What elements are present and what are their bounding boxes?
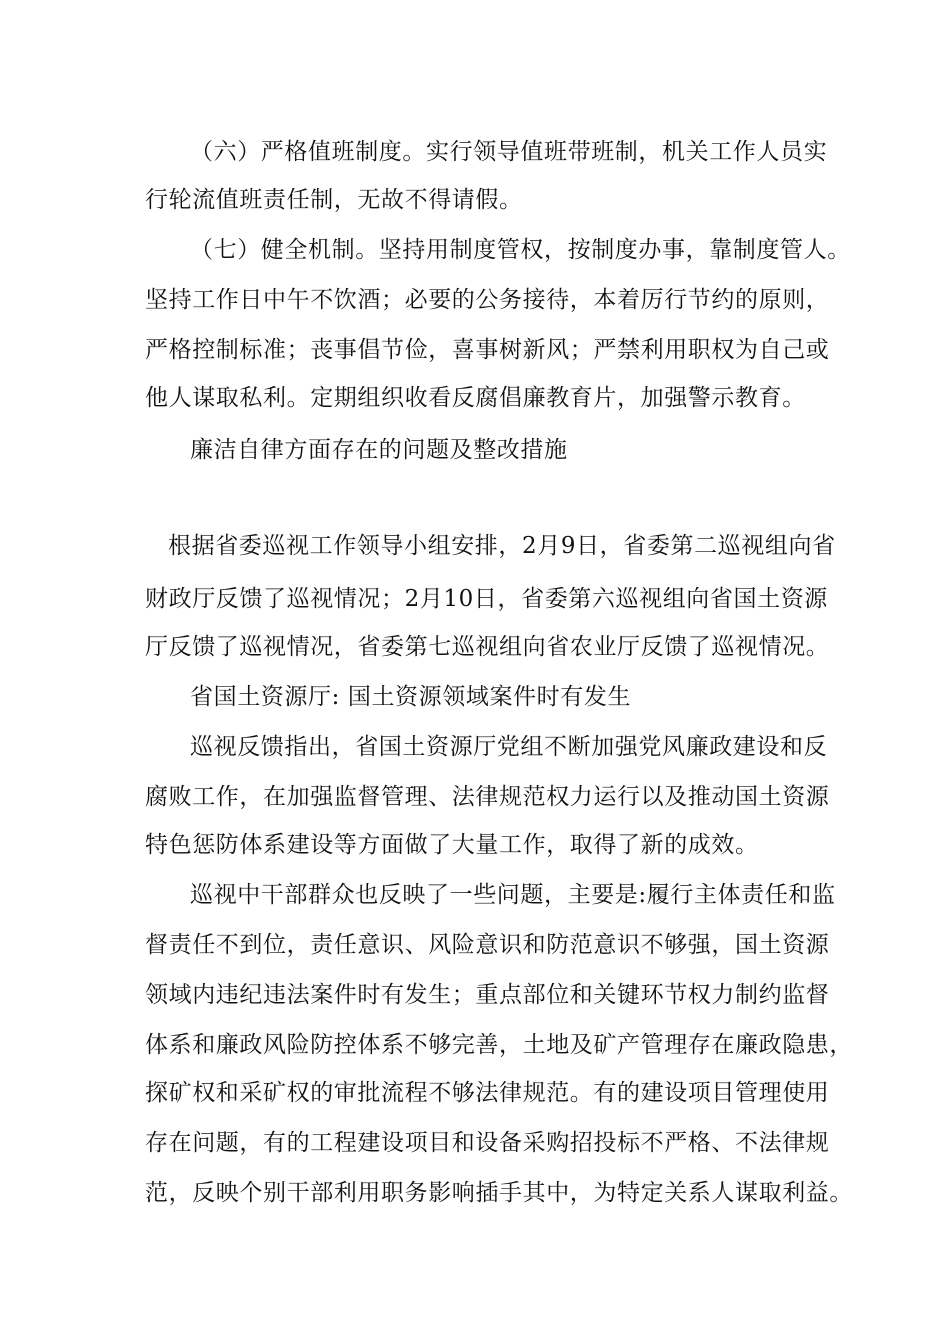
text-line-20: 存在问题，有的工程建设项目和设备采购招投标不严格、不法律规 [145,1130,830,1156]
text-line-05: 严格控制标准；丧事倡节俭，喜事树新风；严禁利用职权为自己或 [145,337,830,363]
text-line-09: 财政厅反馈了巡视情况；2月10日，省委第六巡视组向省国土资源 [145,586,828,612]
text-line-19: 探矿权和采矿权的审批流程不够法律规范。有的建设项目管理使用 [145,1080,830,1106]
text-line-21: 范，反映个别干部利用职务影响插手其中，为特定关系人谋取利益。 [145,1180,853,1206]
text-line-17: 领域内违纪违法案件时有发生；重点部位和关键环节权力制约监督 [145,982,830,1008]
text-line-03: （七）健全机制。坚持用制度管权，按制度办事，靠制度管人。 [190,237,851,263]
text-line-15: 巡视中干部群众也反映了一些问题，主要是:履行主体责任和监 [190,882,836,908]
text-line-02: 行轮流值班责任制，无故不得请假。 [145,187,523,213]
subheading-line: 省国土资源厅: 国土资源领域案件时有发生 [190,684,632,710]
text-line-01: （六）严格值班制度。实行领导值班带班制，机关工作人员实 [190,139,828,165]
text-line-06: 他人谋取私利。定期组织收看反腐倡廉教育片，加强警示教育。 [145,385,806,411]
text-line-04: 坚持工作日中午不饮酒；必要的公务接待，本着厉行节约的原则， [145,287,830,313]
text-line-10: 厅反馈了巡视情况，省委第七巡视组向省农业厅反馈了巡视情况。 [145,634,830,660]
section-heading: 廉洁自律方面存在的问题及整改措施 [190,437,568,463]
text-line-18: 体系和廉政风险防控体系不够完善，土地及矿产管理存在廉政隐患， [145,1032,853,1058]
text-line-12: 巡视反馈指出，省国土资源厅党组不断加强党风廉政建设和反 [190,734,828,760]
text-line-14: 特色惩防体系建设等方面做了大量工作，取得了新的成效。 [145,832,759,858]
text-line-13: 腐败工作，在加强监督管理、法律规范权力运行以及推动国土资源 [145,784,830,810]
text-line-16: 督责任不到位，责任意识、风险意识和防范意识不够强，国土资源 [145,932,830,958]
text-line-08: 根据省委巡视工作领导小组安排，2月9日，省委第二巡视组向省 [168,533,836,559]
